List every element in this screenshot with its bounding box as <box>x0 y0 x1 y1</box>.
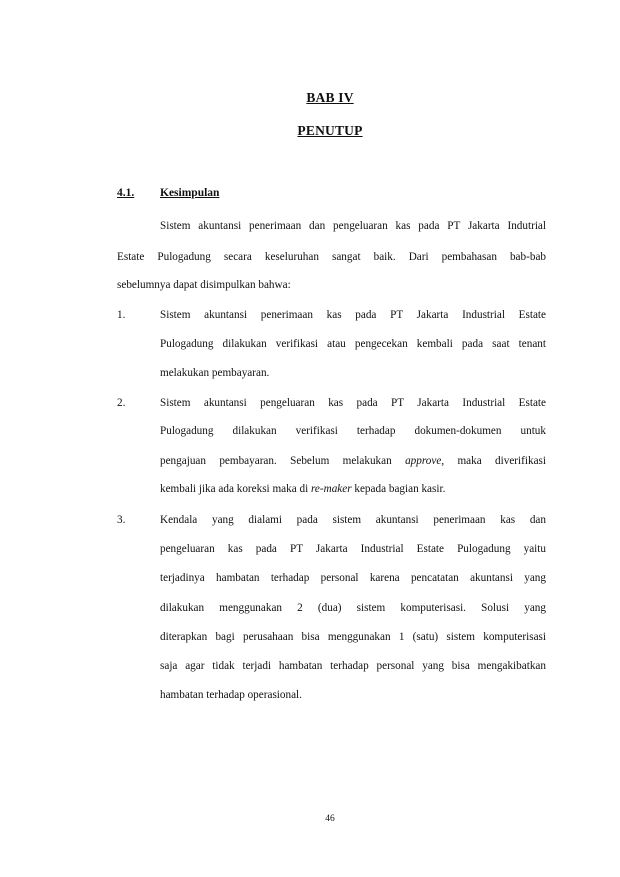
list-item-line: Pulogadung dilakukan verifikasi atau pengecekan kembali pada saat tenant <box>160 338 546 350</box>
intro-line-1: Sistem akuntansi penerimaan dan pengeluaran kas pada PT Jakarta Indutrial <box>160 220 546 232</box>
intro-line-3: sebelumnya dapat disimpulkan bahwa: <box>117 279 291 291</box>
list-item-number: 1. <box>117 309 126 321</box>
chapter-title: PENUTUP <box>297 123 363 138</box>
list-item-line: Sistem akuntansi penerimaan kas pada PT Jakarta Industrial Estate <box>160 309 546 321</box>
text-run: kembali jika ada koreksi maka di <box>160 483 311 495</box>
list-item-line <box>160 482 445 496</box>
section-title: Kesimpulan <box>160 187 220 199</box>
italic-term-approve: approve <box>405 455 442 467</box>
list-item-line: diterapkan bagi perusahaan bisa menggunakan 1 (satu) sistem komputerisasi <box>160 631 546 643</box>
list-item-line <box>160 454 546 468</box>
list-item-line: terjadinya hambatan terhadap personal karena pencatatan akuntansi yang <box>160 572 546 584</box>
list-item-line: dilakukan menggunakan 2 (dua) sistem komputerisasi. Solusi yang <box>160 602 546 614</box>
text-run: pengajuan pembayaran. Sebelum melakukan <box>160 455 406 467</box>
list-item-line: Pulogadung dilakukan verifikasi terhadap dokumen-dokumen untuk <box>160 425 546 437</box>
list-item-line: Kendala yang dialami pada sistem akuntansi penerimaan kas dan <box>160 514 546 526</box>
italic-term-remaker: re-maker <box>310 483 352 495</box>
section-number: 4.1. <box>117 187 135 199</box>
text-run: kepada bagian kasir. <box>351 483 446 495</box>
list-item-line: Sistem akuntansi pengeluaran kas pada PT Jakarta Industrial Estate <box>160 397 546 409</box>
list-item-number: 2. <box>117 397 126 409</box>
list-item-number: 3. <box>117 514 126 526</box>
list-item-line: pengeluaran kas pada PT Jakarta Industrial Estate Pulogadung yaitu <box>160 543 546 555</box>
page-number: 46 <box>325 814 335 824</box>
list-item-line: hambatan terhadap operasional. <box>160 689 302 701</box>
list-item-line: melakukan pembayaran. <box>160 367 270 379</box>
intro-line-2: Estate Pulogadung secara keseluruhan sangat baik. Dari pembahasan bab-bab <box>117 251 546 263</box>
list-item-line: saja agar tidak terjadi hambatan terhadap personal yang bisa mengakibatkan <box>160 660 546 672</box>
chapter-number: BAB IV <box>306 90 354 105</box>
text-run: , maka diverifikasi <box>441 455 546 467</box>
